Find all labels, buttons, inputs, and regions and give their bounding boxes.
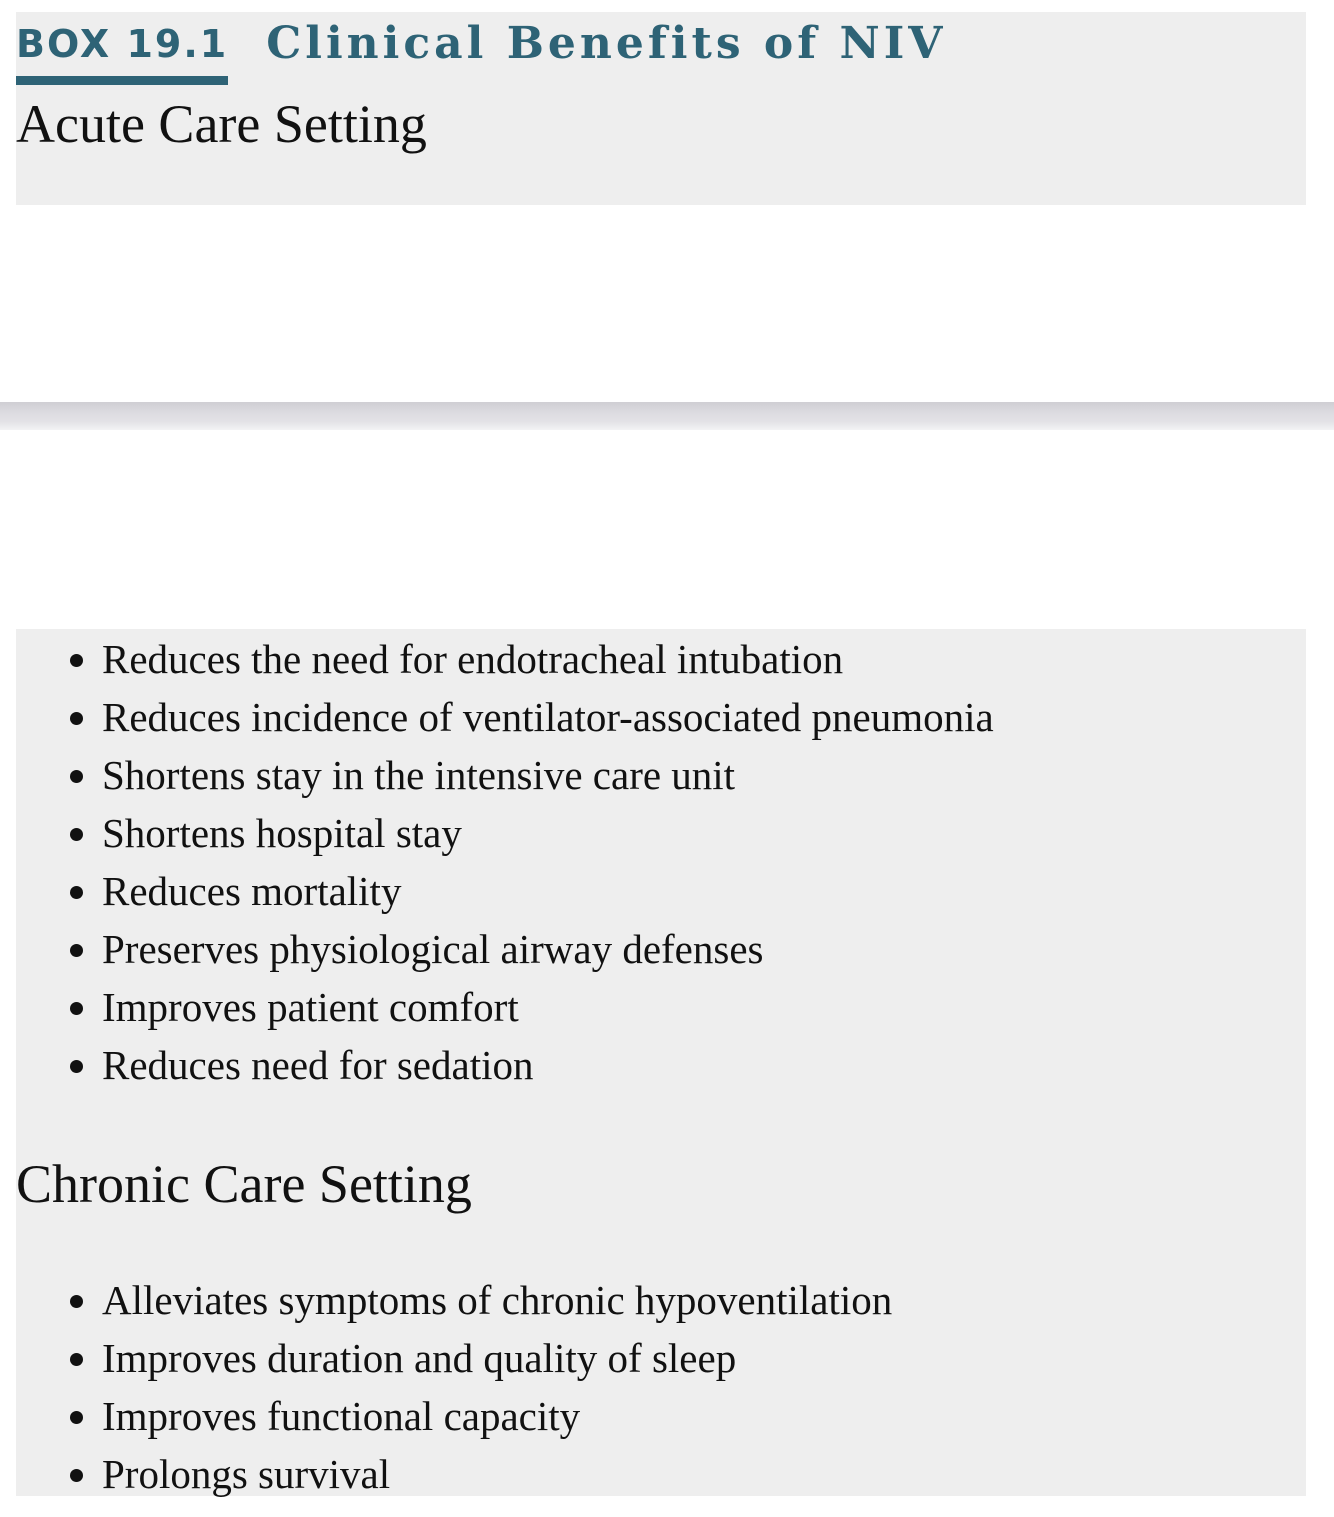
chronic-care-benefits-list [68, 1271, 892, 1503]
list-item: Shortens hospital stay [68, 804, 994, 862]
box-title: Clinical Benefits of NIV [266, 18, 947, 69]
list-item: Improves patient comfort [68, 978, 994, 1036]
chronic-care-heading: Chronic Care Setting [16, 1154, 472, 1214]
box-number-label: BOX 19.1 [16, 16, 228, 85]
page-divider [0, 402, 1334, 430]
acute-care-benefits-list [68, 630, 994, 1094]
box-header [18, 16, 946, 80]
list-item: Alleviates symptoms of chronic hypoventilation [68, 1271, 892, 1329]
list-item: Shortens stay in the intensive care unit [68, 746, 994, 804]
list-item: Reduces need for sedation [68, 1036, 994, 1094]
list-item: Reduces the need for endotracheal intubation [68, 630, 994, 688]
list-item: Improves functional capacity [68, 1387, 892, 1445]
acute-care-heading: Acute Care Setting [16, 94, 427, 154]
list-item: Improves duration and quality of sleep [68, 1329, 892, 1387]
list-item: Reduces mortality [68, 862, 994, 920]
list-item: Reduces incidence of ventilator-associated pneumonia [68, 688, 994, 746]
list-item: Prolongs survival [68, 1445, 892, 1503]
list-item: Preserves physiological airway defenses [68, 920, 994, 978]
